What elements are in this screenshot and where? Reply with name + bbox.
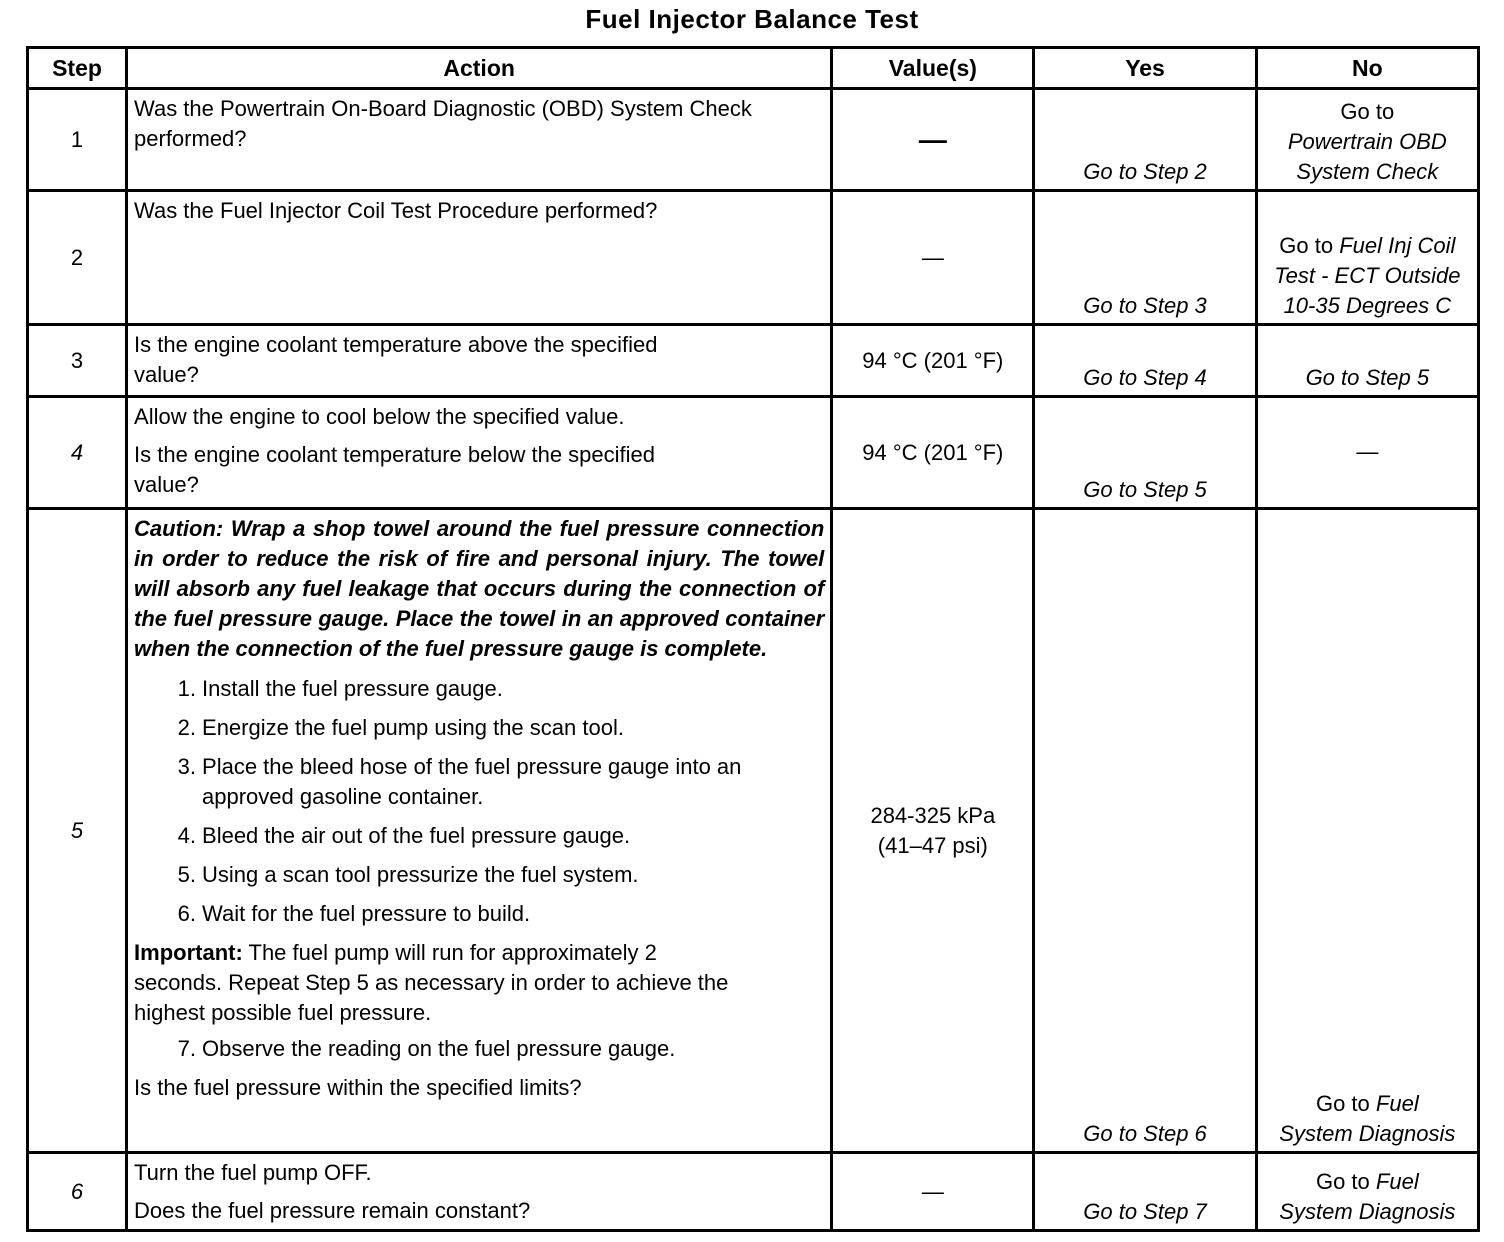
value-cell: 94 °C (201 °F) xyxy=(832,325,1034,397)
step-number: 4 xyxy=(28,397,127,509)
action-cell xyxy=(127,1153,832,1231)
header-row xyxy=(28,48,1479,89)
yes-cell: Go to Step 3 xyxy=(1034,191,1256,325)
value-kpa: 284-325 kPa xyxy=(870,802,996,828)
diagnostic-table xyxy=(26,46,1480,1232)
action-text: Was the Powertrain On-Board Diagnostic (OBD) System Check performed? xyxy=(127,89,832,191)
table-row xyxy=(28,89,1479,191)
value-cell: — xyxy=(832,89,1034,191)
no-prefix: Go to xyxy=(1315,1169,1370,1194)
list-item: 6. Wait for the fuel pressure to build. xyxy=(177,901,531,926)
header-no: No xyxy=(1256,48,1478,89)
yes-cell: Go to Step 4 xyxy=(1034,325,1256,397)
yes-cell: Go to Step 5 xyxy=(1034,397,1256,509)
no-prefix: Go to xyxy=(1315,1091,1370,1116)
substep-list xyxy=(134,1034,824,1064)
action-cell xyxy=(127,397,832,509)
list-item: 3. Place the bleed hose of the fuel pressure gauge into an approved gasoline container. xyxy=(177,754,742,809)
yes-cell: Go to Step 2 xyxy=(1034,89,1256,191)
step-number: 1 xyxy=(28,89,127,191)
header-yes: Yes xyxy=(1034,48,1256,89)
no-cell: Go to Step 5 xyxy=(1256,325,1478,397)
action-text: Is the engine coolant temperature above the specified value? xyxy=(127,325,832,397)
important-note xyxy=(134,938,824,1028)
list-item: 1. Install the fuel pressure gauge. xyxy=(177,676,503,701)
important-text: The fuel pump will run for approximately 2 seconds. Repeat Step 5 as necessary in order to achieve the highest possible fuel pressure. xyxy=(134,940,729,1025)
header-step: Step xyxy=(28,48,127,89)
action-text: Turn the fuel pump OFF. xyxy=(134,1160,372,1185)
no-prefix: Go to xyxy=(1279,233,1334,258)
table-row xyxy=(28,325,1479,397)
important-label: Important: xyxy=(134,940,243,965)
table-row xyxy=(28,397,1479,509)
yes-cell: Go to Step 7 xyxy=(1034,1153,1256,1231)
value-cell: — xyxy=(832,1153,1034,1231)
list-item: 2. Energize the fuel pump using the scan tool. xyxy=(177,715,624,740)
no-link: System Diagnosis xyxy=(1279,1121,1456,1146)
no-cell xyxy=(1256,191,1478,325)
step-number: 2 xyxy=(28,191,127,325)
no-link: Fuel Inj Coil Test - ECT Outside 10-35 Degrees C xyxy=(1274,233,1461,318)
yes-cell: Go to Step 6 xyxy=(1034,509,1256,1153)
list-item: 4. Bleed the air out of the fuel pressure gauge. xyxy=(177,823,631,848)
value-cell: 94 °C (201 °F) xyxy=(832,397,1034,509)
substep-list xyxy=(134,674,824,929)
value-cell xyxy=(832,509,1034,1153)
step-number: 6 xyxy=(28,1153,127,1231)
step-number: 3 xyxy=(28,325,127,397)
table-row xyxy=(28,1153,1479,1231)
step-number: 5 xyxy=(28,509,127,1153)
action-text: Allow the engine to cool below the specified value. xyxy=(134,404,625,429)
no-link: System Diagnosis xyxy=(1279,1199,1456,1224)
value-cell: — xyxy=(832,191,1034,325)
header-action: Action xyxy=(127,48,832,89)
action-question: Does the fuel pressure remain constant? xyxy=(134,1198,531,1223)
caution-text: Caution: Wrap a shop towel around the fuel pressure connection in order to reduce the risk of fire and personal injury. The towel will absorb any fuel leakage that occurs during the connection of the fuel pressure gauge. Place the towel in an approved container when the connection of the fuel pressure gauge is complete. xyxy=(134,516,825,661)
no-cell xyxy=(1256,89,1478,191)
action-question: Is the engine coolant temperature below the specified value? xyxy=(134,442,656,497)
table-row xyxy=(28,509,1479,1153)
no-cell: — xyxy=(1256,397,1478,509)
header-values: Value(s) xyxy=(832,48,1034,89)
no-link: Powertrain OBD System Check xyxy=(1287,129,1447,184)
table-row xyxy=(28,191,1479,325)
action-cell xyxy=(127,509,832,1153)
page-title: Fuel Injector Balance Test xyxy=(585,4,919,34)
no-cell xyxy=(1256,1153,1478,1231)
no-link: Fuel xyxy=(1375,1169,1419,1194)
list-item: 7. Observe the reading on the fuel pressure gauge. xyxy=(177,1036,676,1061)
no-cell xyxy=(1256,509,1478,1153)
action-text: Was the Fuel Injector Coil Test Procedure performed? xyxy=(127,191,832,325)
value-psi: (41–47 psi) xyxy=(877,832,988,858)
no-prefix: Go to xyxy=(1340,99,1395,124)
no-link: Fuel xyxy=(1375,1091,1419,1116)
list-item: 5. Using a scan tool pressurize the fuel system. xyxy=(177,862,639,887)
action-question: Is the fuel pressure within the specified limits? xyxy=(134,1075,582,1100)
